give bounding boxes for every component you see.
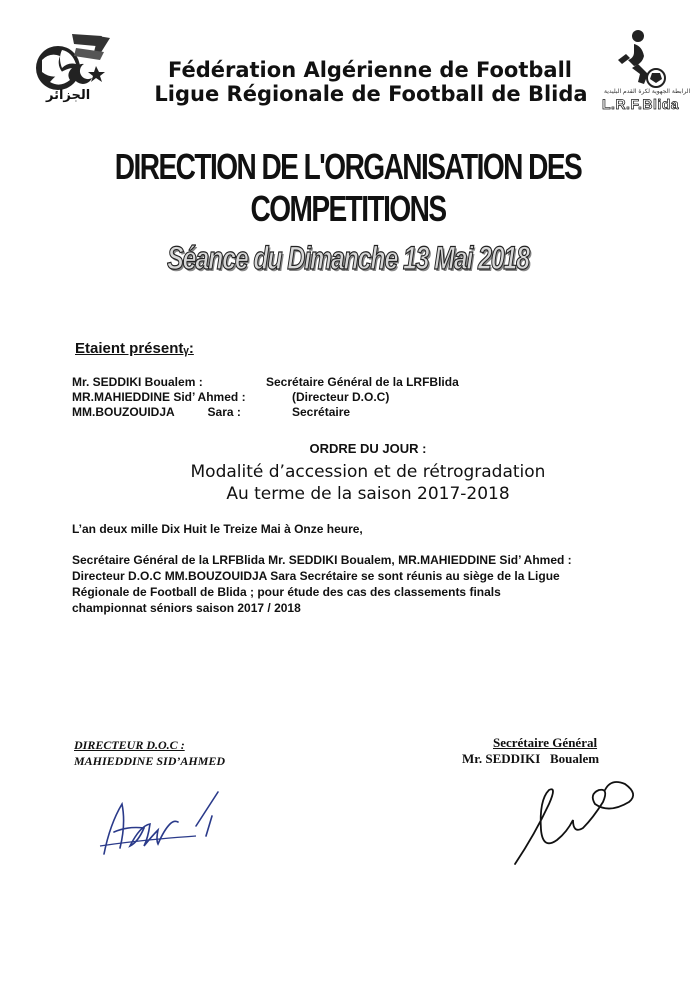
right-signature [505,770,645,870]
attendee-role: Secrétaire [292,405,351,419]
agenda-line: Au terme de la saison 2017-2018 [226,484,510,504]
faf-arabic-label: الجزائر [46,88,91,103]
paragraph-line: Régionale de Football de Blida ; pour étude des cas des classements finals [72,585,501,599]
agenda-heading: ORDRE DU JOUR : [309,441,427,456]
attendee-name: MR.MAHIEDDINE Sid’ Ahmed : [72,390,246,404]
agenda-line: Modalité d’accession et de rétrogradation [190,462,546,482]
attendee-name: Mr. SEDDIKI Boualem : [72,375,203,389]
seance-heading: Séance du Dimanche 13 Mai 2018 [167,240,529,276]
left-signatory-name: MAHIEDDINE SID’AHMED [74,754,226,768]
attendee-role: Secrétaire Général de la LRFBlida [266,375,459,389]
paragraph-line: Secrétaire Général de la LRFBlida Mr. SEDDIKI Boualem, MR.MAHIEDDINE Sid’ Ahmed : [72,553,572,567]
paragraph-line: Directeur D.O.C MM.BOUZOUIDJA Sara Secrétaire se sont réunis au siège de la Ligue [72,569,560,583]
lrf-name-logo-text: L.R.F.Blida [602,96,680,112]
intro-text: L’an deux mille Dix Huit le Treize Mai à Onze heure, [72,522,363,536]
direction-heading: DIRECTION DE L'ORGANISATION DES COMPETITIONS [114,146,582,229]
attendee-role: (Directeur D.O.C) [292,390,390,404]
paragraph-line: championnat séniors saison 2017 / 2018 [72,601,301,615]
federation-title: Fédération Algérienne de Football [167,58,572,82]
right-signatory-name: Mr. SEDDIKI Boualem [462,751,600,766]
lrf-arabic-label: الرابطة الجهوية لكرة القدم البليدية [604,88,691,95]
right-signatory-title: Secrétaire Général [493,735,598,750]
ligue-title: Ligue Régionale de Football de Blida [154,82,588,106]
left-signatory-title: DIRECTEUR D.O.C : [74,738,185,752]
attendees-heading: Etaient présentᵧ: [75,340,194,357]
left-signature [96,788,236,868]
attendee-name: MM.BOUZOUIDJA Sara : [72,405,241,419]
